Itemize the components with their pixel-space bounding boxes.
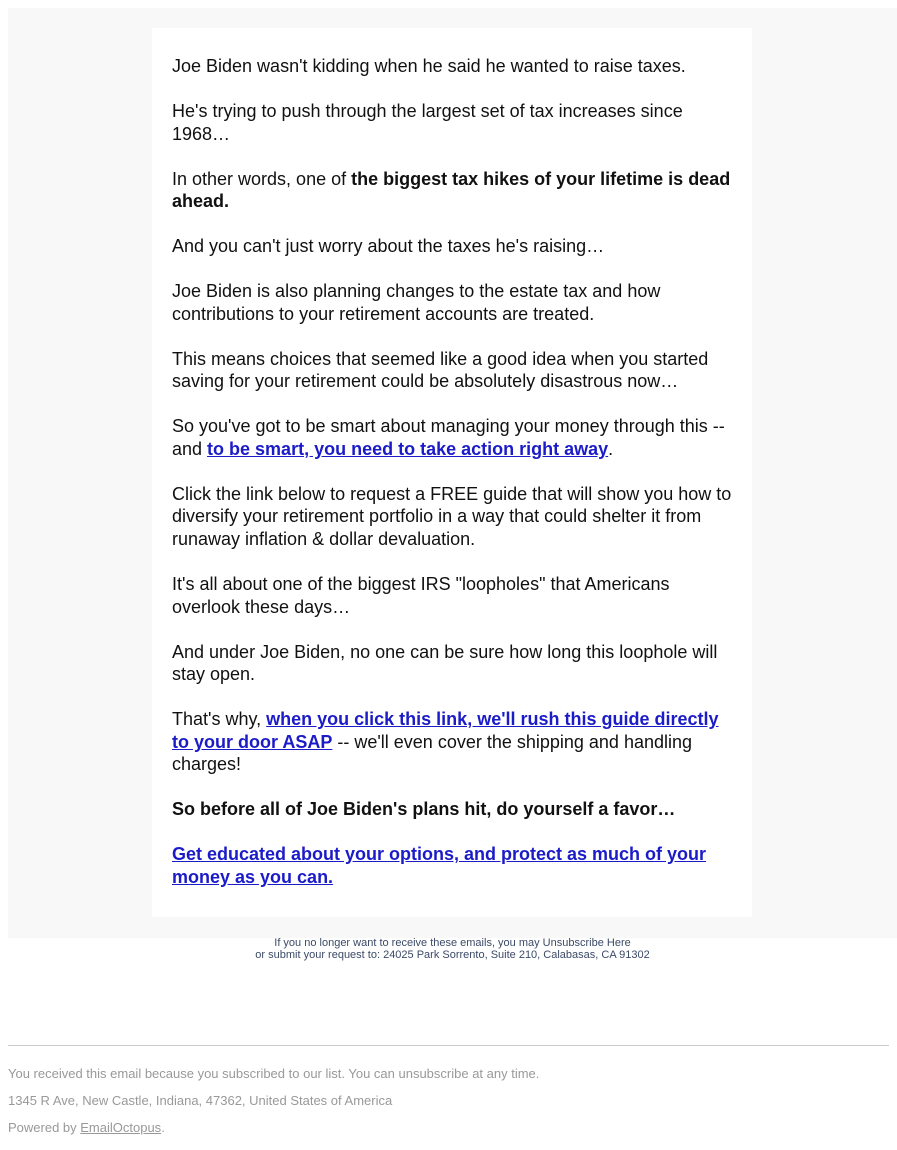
- sender-address: 1345 R Ave, New Castle, Indiana, 47362, United States of America: [8, 1093, 393, 1108]
- paragraph-4: And you can't just worry about the taxes he's raising…: [172, 236, 605, 257]
- paragraph-10: And under Joe Biden, no one can be sure how long this loophole will stay open.: [172, 641, 718, 685]
- powered-by-end: .: [161, 1120, 165, 1135]
- paragraph-7: [172, 415, 736, 460]
- paragraph-3-text: In other words, one of: [172, 168, 352, 189]
- email-body: [172, 55, 736, 911]
- powered-by-text: Powered by: [8, 1120, 81, 1135]
- subscribed-note: You received this email because you subscribed to our list. You can unsubscribe at any time.: [8, 1066, 540, 1081]
- paragraph-11-end: -- we'll even cover the shipping and handling charges!: [172, 731, 693, 775]
- unsubscribe-notice: [0, 937, 897, 961]
- powered-by: [8, 1120, 539, 1136]
- paragraph-6: This means choices that seemed like a good idea when you started saving for your retirement could be absolutely disastrous now…: [172, 348, 709, 392]
- paragraph-7-text: So you've got to be smart about managing your money through this -- and: [172, 416, 725, 459]
- unsubscribe-line[interactable]: If you no longer want to receive these emails, you may Unsubscribe Here: [274, 937, 631, 949]
- email-card: [152, 28, 752, 917]
- emailoctopus-link[interactable]: EmailOctopus: [80, 1120, 162, 1135]
- footer: [8, 1066, 539, 1147]
- paragraph-1: Joe Biden wasn't kidding when he said he wanted to raise taxes.: [172, 56, 686, 76]
- get-educated-link[interactable]: Get educated about your options, and protect as much of your money as you can.: [172, 844, 707, 887]
- paragraph-12: [172, 798, 736, 821]
- paragraph-9: It's all about one of the biggest IRS "loopholes" that Americans overlook these days…: [172, 574, 670, 617]
- unsubscribe-address: or submit your request to: 24025 Park Sorrento, Suite 210, Calabasas, CA 91302: [255, 949, 650, 961]
- rush-guide-link[interactable]: when you click this link, we'll rush this guide directly to your door ASAP: [172, 709, 719, 752]
- paragraph-8: Click the link below to request a FREE guide that will show you how to diversify your retirement portfolio in a way that could shelter it from runaway inflation & dollar devaluation.: [172, 483, 732, 550]
- paragraph-12-bold: So before all of Joe Biden's plans hit, do yourself a favor…: [172, 799, 676, 820]
- paragraph-2: He's trying to push through the largest set of tax increases since 1968…: [172, 100, 683, 144]
- paragraph-7-end: .: [608, 438, 614, 459]
- paragraph-11-text: That's why,: [172, 709, 267, 730]
- paragraph-13: [172, 843, 736, 888]
- email-background: [8, 8, 897, 938]
- footer-divider: [8, 1045, 889, 1046]
- paragraph-3-bold: the biggest tax hikes of your lifetime is dead ahead.: [172, 168, 731, 212]
- take-action-link[interactable]: to be smart, you need to take action right away: [207, 438, 609, 459]
- paragraph-5: Joe Biden is also planning changes to the estate tax and how contributions to your retirement accounts are treated.: [172, 281, 661, 324]
- paragraph-11: [172, 708, 736, 776]
- paragraph-3: [172, 168, 736, 213]
